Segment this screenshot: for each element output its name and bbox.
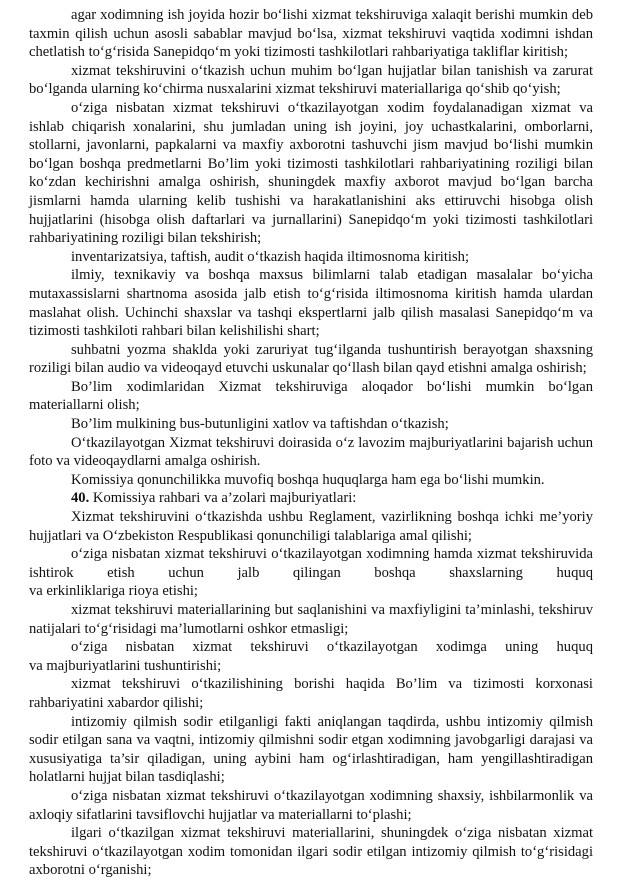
paragraph: intizomiy qilmish sodir etilganligi fakti aniqlangan taqdirda, ushbu intizomiy qilmish sodir etilgan sana va vaqtni, intizomiy qilmishni sodir etgan xodimning javobgarligi darajasi va xususiyatiga ta’sir qiladigan, uning aybini ham og‘irlashtiradigan, ham yengillashtiradigan holatlarni hujjat bilan tasdiqlashi; xyxy=(29,713,593,786)
paragraph: Komissiya qonunchilikka muvofiq boshqa huquqlarga ham ega bo‘lishi mumkin. xyxy=(71,471,545,488)
paragraph: xizmat tekshiruvi o‘tkazilishining borishi haqida Bo’lim va tizimosti korxonasi rahbariyatini xabardor qilishi; xyxy=(29,676,593,711)
paragraph: o‘ziga nisbatan xizmat tekshiruvi o‘tkazilayotgan xodimga uning huquq xyxy=(71,639,593,656)
paragraph: o‘ziga nisbatan xizmat tekshiruvi o‘tkazilayotgan xodimning hamda xizmat tekshiruvida ishtirok etish uchun jalb qilingan boshqa shaxslarning huquq xyxy=(29,546,593,581)
section-number: 40. xyxy=(71,490,90,507)
paragraph: inventarizatsiya, taftish, audit o‘tkazish haqida iltimosnoma kiritish; xyxy=(71,248,470,265)
paragraph: Bo’lim xodimlaridan Xizmat tekshiruviga aloqador bo‘lishi mumkin bo‘lgan materiallarni olish; xyxy=(29,378,593,414)
paragraph: o‘ziga nisbatan xizmat tekshiruvi o‘tkazilayotgan xodimning shaxsiy, ishbilarmonlik va axloqiy sifatlarini tavsiflovchi hujjatlar va materiallarni to‘plashi; xyxy=(29,787,593,823)
paragraph: va erkinliklariga rioya etishi; xyxy=(29,583,198,600)
section-title: Komissiya rahbari va a’zolari majburiyatlari: xyxy=(89,490,357,507)
paragraph: xizmat tekshiruvini o‘tkazish uchun muhim bo‘lgan hujjatlar bilan tanishish va zarurat bo‘lganda ularning ko‘chirma nusxalarini xizmat tekshiruvi materiallariga qo‘shib qo‘yish; xyxy=(29,62,593,98)
section-heading-40 xyxy=(29,489,593,508)
paragraph: xizmat tekshiruvi materiallarining but saqlanishini va maxfiyligini ta’minlashi, tekshiruv natijalari to‘g‘risidagi ma’lumotlarni oshkor etmasligi; xyxy=(29,602,593,637)
paragraph: va majburiyatlarini tushuntirishi; xyxy=(29,657,222,674)
paragraph: o‘ziga nisbatan xizmat tekshiruvi o‘tkazilayotgan xodim foydalanadigan xizmat va ishlab chiqarish xonalarini, shu jumladan uning ish joyini, joy uchastkalarini, omborlarni, stollarni, javonlarni, papkalarni va maxfiy axborotni tashuvchi jism mavjud bo‘lishi mumkin bo‘lgan boshqa predmetlarni Bo’lim yoki tizimosti tashkilotlari rahbariyatining roziligi bilan ko‘zdan kechirishni amalga oshirish, shuningdek maxfiy axborot mavjud bo‘lgan barcha jismlarni hamda ularning kelib tushishi va harakatlanishini aks ettiruvchi hisobga olish hujjatlarini (hisobga olish daftarlari va jurnallarini) Sanepidqo‘m yoki tizimosti tashkilotlari rahbariyatining roziligi bilan tekshirish; xyxy=(29,99,593,247)
paragraph: suhbatni yozma shaklda yoki zaruriyat tug‘ilganda tushuntirish berayotgan shaxsning roziligi bilan audio va videoqayd etuvchi uskunalar qo‘llash bilan qayd etishni amalga oshirish; xyxy=(29,341,593,377)
paragraph: ilmiy, texnikaviy va boshqa maxsus bilimlarni talab etadigan masalalar bo‘yicha mutaxassislarni shartnoma asosida jalb etish to‘g‘risida iltimosnoma kiritish hamda ulardan maslahat olish. Uchinchi shaxslar va tashqi ekspertlarni jalb qilish masalasi Sanepidqo‘m va tizimosti tashkiloti rahbari bilan kelishilishi shart; xyxy=(29,267,593,340)
paragraph: O‘tkazilayotgan Xizmat tekshiruvi doirasida o‘z lavozim majburiyatlarini bajarish uchun foto va videoqaydlarni amalga oshirish. xyxy=(29,434,593,470)
paragraph: Bo’lim mulkining bus-butunligini xatlov va taftishdan o‘tkazish; xyxy=(71,416,449,433)
paragraph: Xizmat tekshiruvini o‘tkazishda ushbu Reglament, vazirlikning boshqa ichki me’yoriy hujjatlari va O‘zbekiston Respublikasi qonunchiligi talablariga amal qilishi; xyxy=(29,509,593,544)
paragraph: agar xodimning ish joyida hozir bo‘lishi xizmat tekshiruviga xalaqit berishi mumkin deb taxmin qilish uchun asosli sabablar mavjud bo‘lsa, xizmat tekshiruvi vaqtida xodimni ishdan chetlatish to‘g‘risida Sanepidqo‘m yoki tizimosti tashkilotlari rahbariyatiga takliflar kiritish; xyxy=(29,7,593,61)
paragraph: ilgari o‘tkazilgan xizmat tekshiruvi materiallarini, shuningdek o‘ziga nisbatan xizmat tekshiruvi o‘tkazilayotgan xodim tomonidan ilgari sodir etilgan intizomiy qilmish to‘g‘risidagi axborotni o‘rganishi; xyxy=(29,825,593,879)
